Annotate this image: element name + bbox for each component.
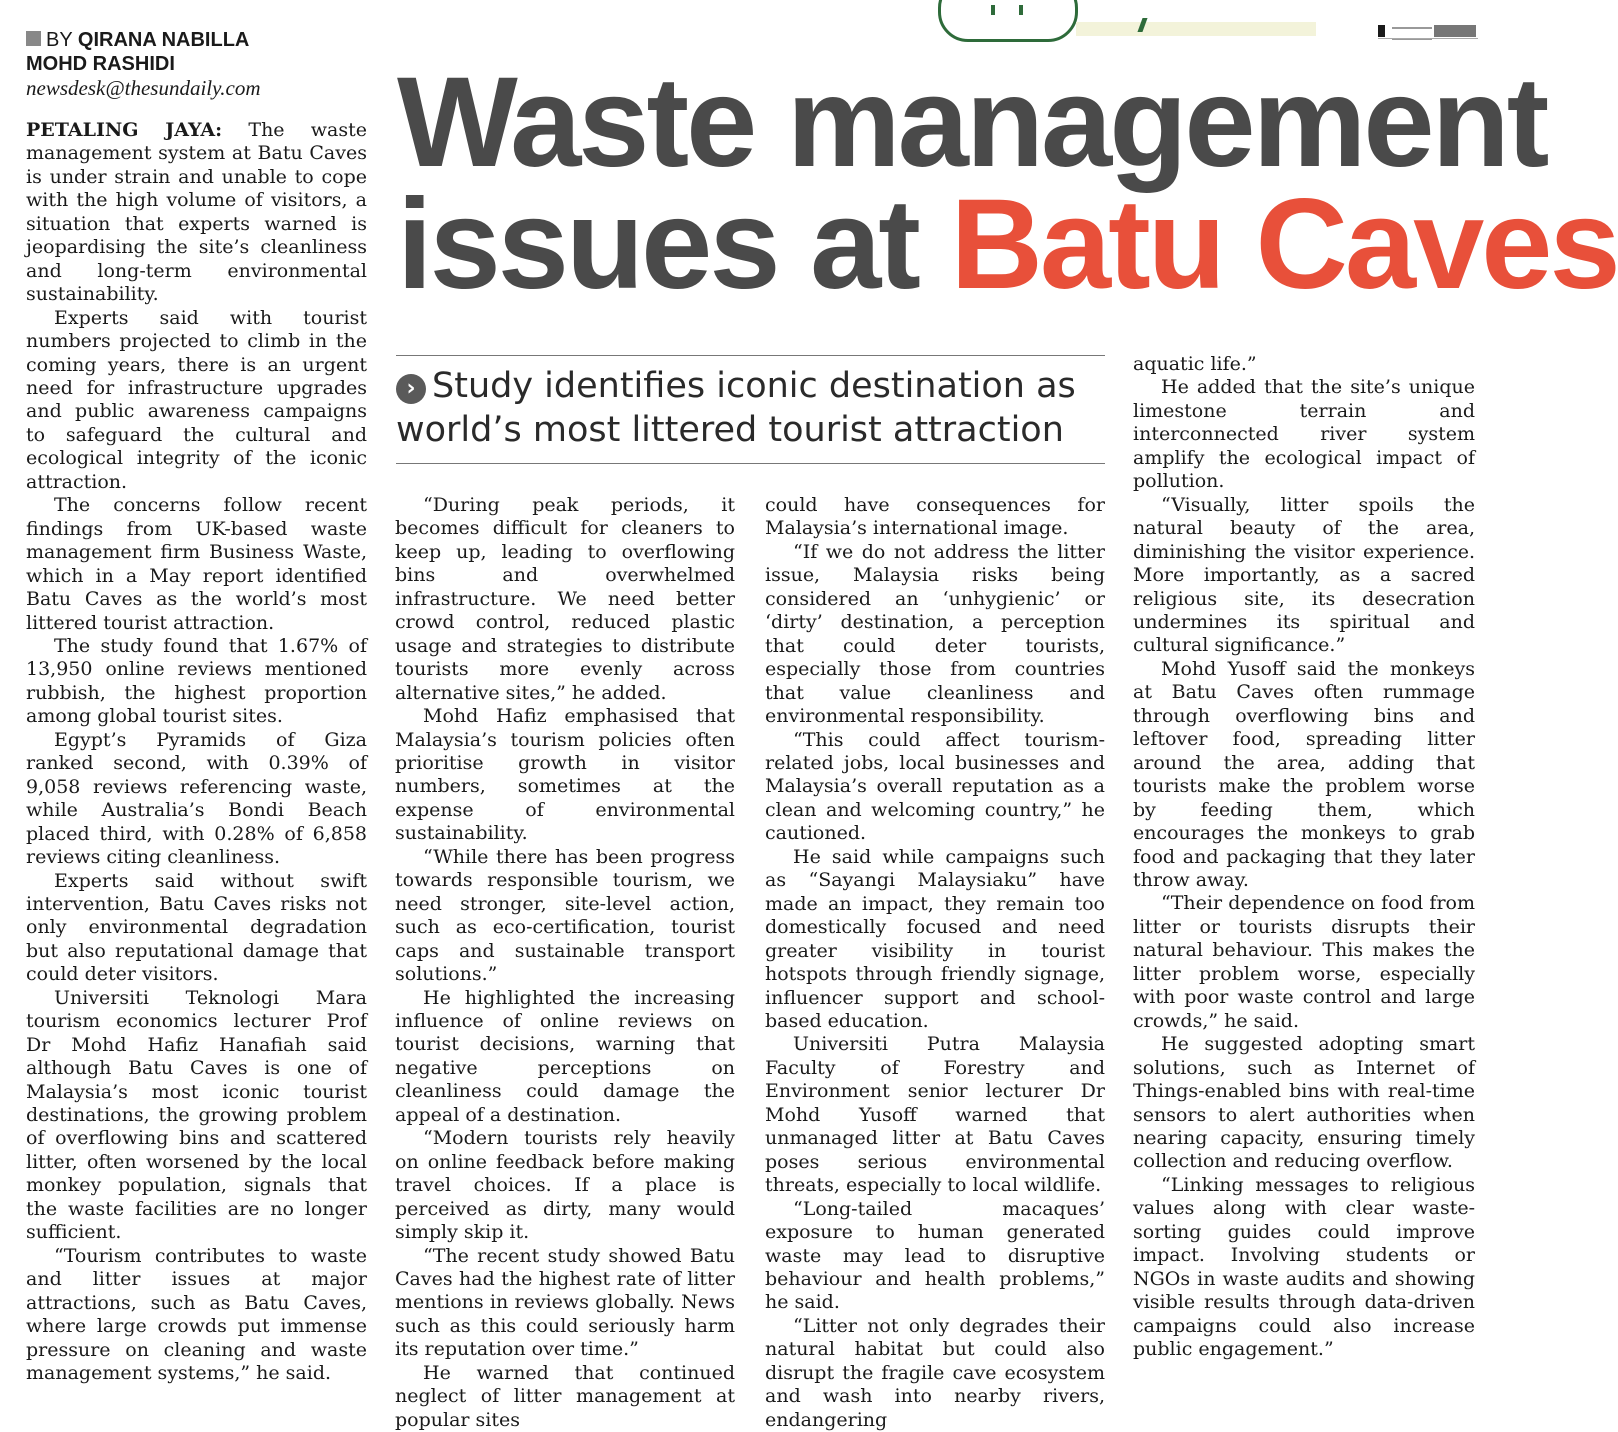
article-column-4 [1133,353,1475,1361]
paragraph: PETALING JAYA: The waste management system at Batu Caves is under strain and unable to cope with the high volume of visitors, a situation that experts warned is jeopardising the site’s cleanliness and long-term environmental sustainability. [26,119,367,306]
paragraph: Universiti Putra Malaysia Faculty of Forestry and Environment senior lecturer Dr Mohd Yusoff warned that unmanaged litter at Batu Caves poses serious environmental threats, especially to local wildlife. [765,1033,1105,1197]
paragraph: Universiti Teknologi Mara tourism economics lecturer Prof Dr Mohd Hafiz Hanafiah said although Batu Caves is one of Malaysia’s most iconic tourist destinations, the growing problem of overflowing bins and scattered litter, often worsened by the local monkey population, signals that the waste facilities are no longer sufficient. [26,986,367,1244]
paragraph: “Their dependence on food from litter or tourists disrupts their natural behaviour. This makes the litter problem worse, especially with poor waste control and large crowds,” he said. [1133,892,1475,1032]
paragraph: “This could affect tourism-related jobs, local businesses and Malaysia’s overall reputation as a clean and welcoming country,” he cautioned. [765,728,1105,845]
headline-line2-prefix: issues at [397,173,918,316]
section-tab-decoration [938,0,1078,42]
paragraph: “Visually, litter spoils the natural beauty of the area, diminishing the visitor experience. More importantly, as a sacred religious site, its desecration undermines its spiritual and cultural significance.” [1133,493,1475,657]
paragraph: Experts said without swift intervention, Batu Caves risks not only environmental degradation but also reputational damage that could deter visitors. [26,869,367,986]
paragraph: He suggested adopting smart solutions, such as Internet of Things-enabled bins with real-time sensors to alert authorities when nearing capacity, ensuring timely collection and reducing overflow. [1133,1033,1475,1173]
chevron-right-icon: › [396,374,426,404]
author-email[interactable]: newsdesk@thesundaily.com [26,76,261,100]
paragraph: Experts said with tourist numbers projected to climb in the coming years, there is an urgent need for infrastructure upgrades and public awareness campaigns to safeguard the cultural and ecological integrity of the iconic attraction. [26,306,367,493]
paragraph: He said while campaigns such as “Sayangi Malaysiaku” have made an impact, they remain too domestically focused and need greater visibility in tourist hotspots through friendly signage, influencer support and school-based education. [765,845,1105,1032]
author-name-line1: QIRANA NABILLA [77,29,250,51]
subhead [396,364,1116,452]
headline [397,51,1618,316]
paragraph: “Litter not only degrades their natural habitat but could also disrupt the fragile cave ecosystem and wash into nearby rivers, endangering [765,1314,1105,1431]
article-column-2 [395,494,735,1432]
dateline: PETALING JAYA: [26,119,223,141]
paragraph: He warned that continued neglect of litter management at popular sites [395,1361,735,1431]
header-square-mark [1378,25,1385,37]
paragraph: “Modern tourists rely heavily on online feedback before making travel choices. If a place is perceived as dirty, many would simply skip it. [395,1127,735,1244]
article-column-3 [765,494,1105,1432]
headline-line2 [397,173,1618,316]
paragraph: “Linking messages to religious values along with clear waste-sorting guides could improve impact. Involving students or NGOs in waste audits and showing visible results through data-driven campaigns could also increase public engagement.” [1133,1173,1475,1361]
header-rule [1378,38,1478,39]
header-band [1076,22,1316,36]
paragraph: “While there has been progress towards responsible tourism, we need stronger, site-level action, such as eco-certification, tourist caps and sustainable transport solutions.” [395,845,735,986]
headline-line1: Waste management [397,51,1547,194]
subhead-top-rule [396,355,1105,356]
byline [26,28,376,100]
paragraph: The study found that 1.67% of 13,950 online reviews mentioned rubbish, the highest proportion among global tourist sites. [26,634,367,728]
paragraph: Mohd Hafiz emphasised that Malaysia’s tourism policies often prioritise growth in visitor numbers, sometimes at the expense of environmental sustainability. [395,705,735,845]
byline-square-icon [26,31,41,46]
section-header-fragment [938,0,1478,40]
author-name-line2: MOHD RASHIDI [26,53,175,75]
byline-by: BY [46,29,73,51]
paragraph: “Long-tailed macaques’ exposure to human generated waste may lead to disruptive behaviour and health problems,” he said. [765,1197,1105,1314]
paragraph-continued: could have consequences for Malaysia’s international image. [765,494,1105,540]
paragraph: “If we do not address the litter issue, Malaysia risks being considered an ‘unhygienic’ or ‘dirty’ destination, a perception that could deter tourists, especially those from countries that value cleanliness and environmental responsibility. [765,540,1105,728]
paragraph: “Tourism contributes to waste and litter issues at major attractions, such as Batu Caves, where large crowds put immense pressure on cleaning and waste management systems,” he said. [26,1244,367,1385]
header-block-mark [1434,25,1476,37]
paragraph: The concerns follow recent findings from UK-based waste management firm Business Waste, which in a May report identified Batu Caves as the world’s most littered tourist attraction. [26,494,367,634]
paragraph: He highlighted the increasing influence of online reviews on tourist decisions, warning that negative perceptions on cleanliness could damage the appeal of a destination. [395,986,735,1126]
article-column-1 [26,119,367,1385]
paragraph: He added that the site’s unique limestone terrain and interconnected river system amplify the ecological impact of pollution. [1133,376,1475,493]
paragraph: Mohd Yusoff said the monkeys at Batu Caves often rummage through overflowing bins and leftover food, spreading litter around the area, adding that tourists make the problem worse by feeding them, which encourages the monkeys to grab food and packaging that they later throw away. [1133,657,1475,891]
subhead-text: Study identifies iconic destination as world’s most littered tourist attraction [396,366,1076,450]
paragraph: Egypt’s Pyramids of Giza ranked second, with 0.39% of 9,058 reviews referencing waste, while Australia’s Bondi Beach placed third, with 0.28% of 6,858 reviews citing cleanliness. [26,728,367,869]
subhead-bottom-rule [396,463,1105,464]
headline-accent: Batu Caves [950,173,1618,316]
paragraph-continued: aquatic life.” [1133,353,1257,375]
paragraph: “During peak periods, it becomes difficult for cleaners to keep up, leading to overflowing bins and overwhelmed infrastructure. We need better crowd control, reduced plastic usage and strategies to distribute tourists more evenly across alternative sites,” he added. [395,494,735,704]
paragraph: “The recent study showed Batu Caves had the highest rate of litter mentions in reviews globally. News such as this could seriously harm its reputation over time.” [395,1244,735,1361]
